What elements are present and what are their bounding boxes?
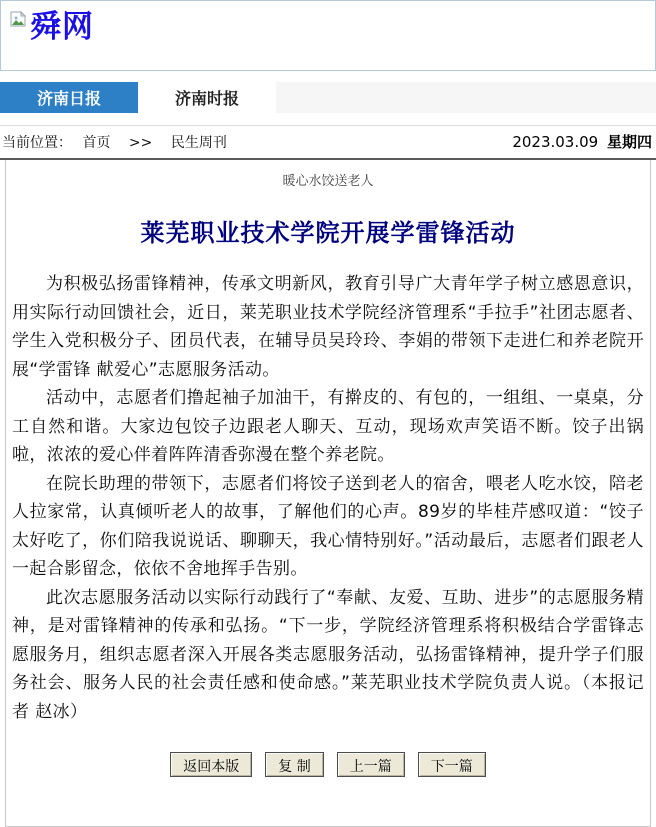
breadcrumb-home-link[interactable]: 首页 — [82, 134, 111, 151]
article-paragraph: 此次志愿服务活动以实际行动践行了“奉献、友爱、互助、进步”的志愿服务精神，是对雷锋精神的传承和弘扬。“下一步，学院经济管理系将积极结合学雷锋志愿服务月，组织志愿者深入开展各类志愿服务活动，弘扬雷锋精神，提升学子们服务社会、服务人民的社会责任感和使命感。”莱芜职业技术学院负责人说。（本报记者 赵冰） — [12, 587, 644, 722]
return-board-button[interactable]: 返回本版 — [170, 752, 252, 777]
site-logo-text: 舜网 — [30, 9, 94, 45]
article-paragraph: 在院长助理的带领下，志愿者们将饺子送到老人的宿舍，喂老人吃水饺，陪老人拉家常，认真倾听老人的故事，了解他们的心声。89岁的毕桂芹感叹道：“饺子太好吃了，你们陪我说说话、聊聊天，我心情特别好。”活动最后，志愿者们跟老人一起合影留念，依依不舍地挥手告别。 — [12, 473, 644, 579]
article-paragraph: 活动中，志愿者们撸起袖子加油干，有擀皮的、有包的，一组组、一桌桌，分工自然和谐。大家边包饺子边跟老人聊天、互动，现场欢声笑语不断。饺子出锅啦，浓浓的爱心伴着阵阵清香弥漫在整个养老院。 — [12, 388, 644, 465]
article-container — [5, 160, 651, 827]
breadcrumb — [2, 132, 227, 152]
breadcrumb-bar — [0, 125, 656, 160]
broken-image-icon — [10, 11, 27, 31]
tab-jinan-daily[interactable]: 济南日报 — [0, 82, 138, 113]
breadcrumb-separator: >> — [128, 134, 153, 151]
weekday-value: 星期四 — [606, 133, 652, 151]
publication-date — [512, 131, 652, 152]
edition-tabs — [0, 82, 656, 113]
article-paragraph: 为积极弘扬雷锋精神，传承文明新风，教育引导广大青年学子树立感恩意识，用实际行动回馈社会，近日，莱芜职业技术学院经济管理系“手拉手”社团志愿者、学生入党积极分子、团员代表，在辅导员吴玲玲、李娟的带领下走进仁和养老院开展“学雷锋 献爱心”志愿服务活动。 — [12, 274, 644, 380]
previous-article-button[interactable]: 上一篇 — [337, 752, 405, 777]
next-article-button[interactable]: 下一篇 — [418, 752, 486, 777]
article-kicker: 暖心水饺送老人 — [282, 174, 374, 189]
copy-button[interactable]: 复 制 — [265, 752, 323, 777]
article-body — [12, 270, 644, 726]
breadcrumb-section-link[interactable]: 民生周刊 — [170, 134, 227, 151]
site-header — [0, 0, 656, 71]
breadcrumb-label: 当前位置： — [2, 134, 72, 151]
date-value: 2023.03.09 — [512, 133, 599, 151]
article-actions — [12, 752, 644, 777]
article-title: 莱芜职业技术学院开展学雷锋活动 — [140, 219, 516, 247]
site-logo[interactable] — [10, 9, 94, 46]
tab-jinan-times[interactable]: 济南时报 — [138, 82, 276, 113]
